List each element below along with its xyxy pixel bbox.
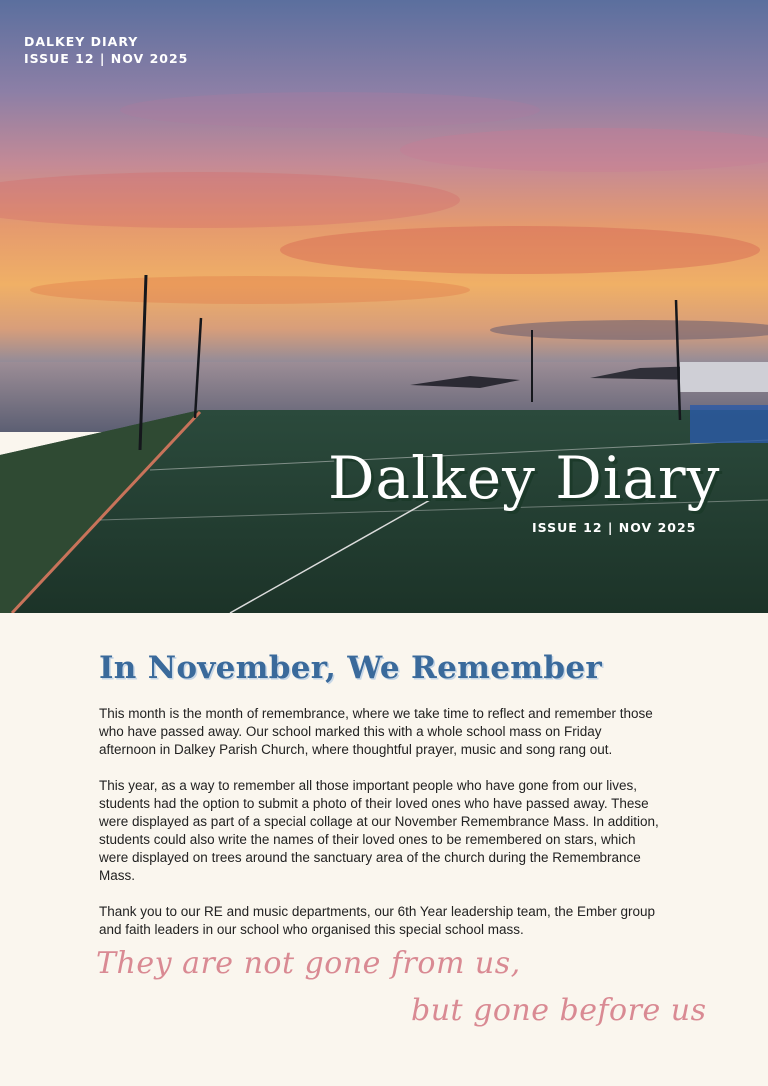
masthead: [24, 33, 188, 67]
quote-line-2: but gone before us: [411, 993, 707, 1028]
article-paragraph: This month is the month of remembrance, where we take time to reflect and remember those who have passed away. Our school marked this with a whole school mass on Friday afternoon in Dalkey Parish Church, where thoughtful prayer, music and song rang out.: [99, 706, 653, 757]
article-paragraph: Thank you to our RE and music departments, our 6th Year leadership team, the Ember group and faith leaders in our school who organised this special school mass.: [99, 904, 656, 937]
quote-line-1: They are not gone from us,: [96, 946, 521, 981]
article-paragraph: This year, as a way to remember all those important people who have gone from our lives, students had the option to submit a photo of their loved ones who have passed away. These were displayed as part of a special collage at our November Remembrance Mass. In addition, students could also write the names of their loved ones to be remembered on stars, which were displayed on trees around the sanctuary area of the church during the Remembrance Mass.: [99, 778, 659, 883]
hero-issue: ISSUE 12 | NOV 2025: [532, 520, 697, 535]
hero-title: Dalkey Diary: [328, 444, 721, 512]
article-body: [99, 705, 659, 957]
masthead-issue: ISSUE 12 | NOV 2025: [24, 51, 189, 66]
article-heading: In November, We Remember: [99, 650, 602, 686]
masthead-title: DALKEY DIARY: [24, 34, 139, 49]
